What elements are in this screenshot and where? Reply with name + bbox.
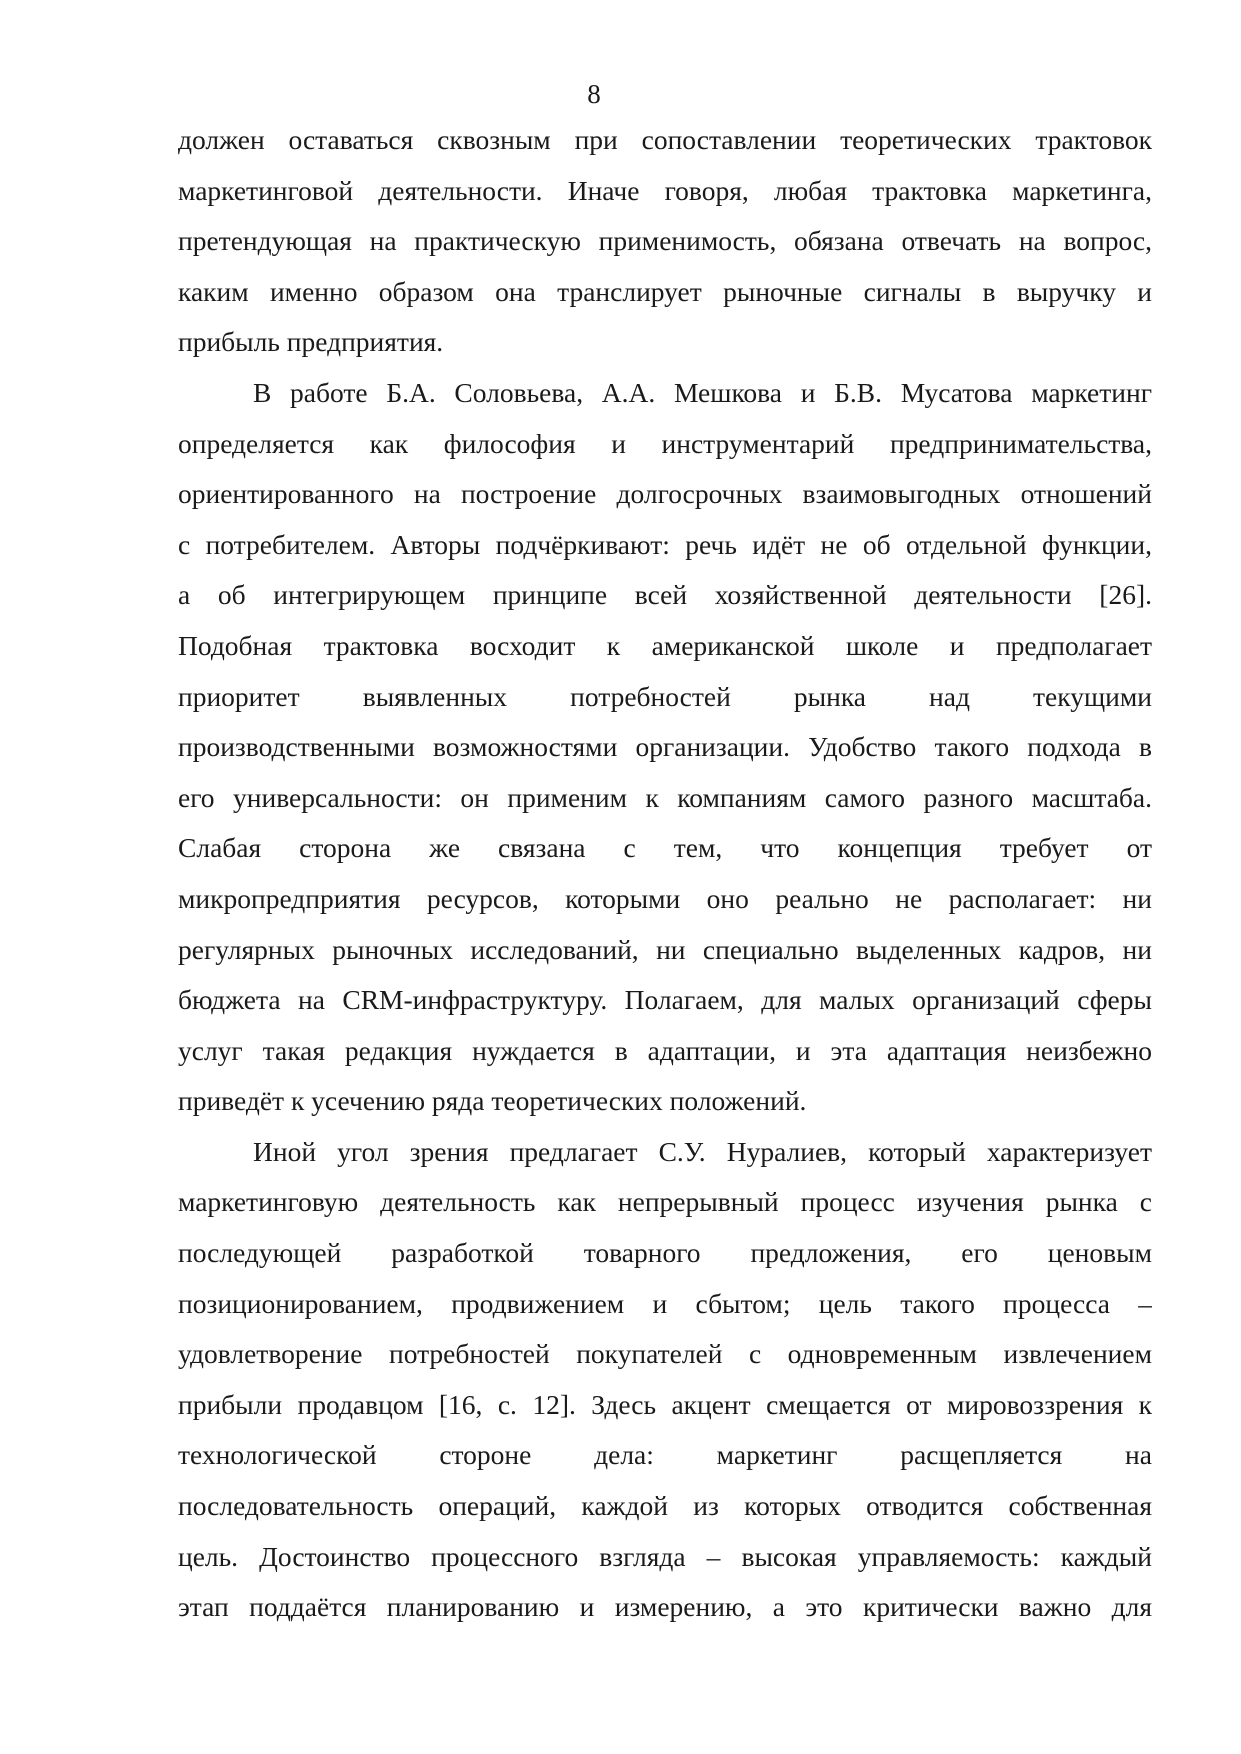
text-line: бюджета на CRM-инфраструктуру. Полагаем, для малых организаций сферы [178, 984, 1152, 1016]
text-line: В работе Б.А. Соловьева, А.А. Мешкова и Б.В. Мусатова маркетинг [253, 376, 1152, 408]
text-line: услуг такая редакция нуждается в адаптации, и эта адаптация неизбежно [178, 1034, 1152, 1066]
text-line: претендующая на практическую применимость, обязана отвечать на вопрос, [178, 225, 1152, 257]
text-line: маркетинговую деятельность как непрерывный процесс изучения рынка с [178, 1186, 1152, 1218]
paragraph-2 [178, 368, 1152, 1127]
text-line: регулярных рыночных исследований, ни специально выделенных кадров, ни [178, 933, 1152, 965]
text-line: его универсальности: он применим к компаниям самого разного масштаба. [178, 781, 1152, 813]
text-line: определяется как философия и инструментарий предпринимательства, [178, 427, 1152, 459]
body-text [178, 115, 1152, 1633]
text-line: производственными возможностями организации. Удобство такого подхода в [178, 731, 1152, 763]
text-line: технологической стороне дела: маркетинг расщепляется на [178, 1439, 1152, 1471]
paragraph-3 [178, 1127, 1152, 1633]
text-line: должен оставаться сквозным при сопоставлении теоретических трактовок [178, 124, 1152, 155]
text-line: Иной угол зрения предлагает С.У. Нуралиев, который характеризует [253, 1135, 1152, 1167]
text-line: а об интегрирующем принципе всей хозяйственной деятельности [26]. [178, 579, 1152, 611]
page-number: 8 [587, 79, 601, 109]
text-line: с потребителем. Авторы подчёркивают: речь идёт не об отдельной функции, [178, 528, 1152, 560]
text-line: прибыль предприятия. [178, 326, 444, 358]
text-line: Подобная трактовка восходит к американской школе и предполагает [178, 629, 1152, 661]
text-line: Слабая сторона же связана с тем, что концепция требует от [178, 832, 1152, 864]
text-line: прибыли продавцом [16, с. 12]. Здесь акцент смещается от мировоззрения к [178, 1388, 1152, 1420]
text-line: удовлетворение потребностей покупателей с одновременным извлечением [178, 1338, 1152, 1370]
text-line: маркетинговой деятельности. Иначе говоря, любая трактовка маркетинга, [178, 174, 1152, 206]
text-line: последовательность операций, каждой из которых отводится собственная [178, 1490, 1152, 1522]
text-line: последующей разработкой товарного предложения, его ценовым [178, 1237, 1152, 1269]
text-line: каким именно образом она транслирует рыночные сигналы в выручку и [178, 275, 1152, 307]
text-line: этап поддаётся планированию и измерению, а это критически важно для [178, 1591, 1152, 1623]
text-line: микропредприятия ресурсов, которыми оно реально не располагает: ни [178, 882, 1152, 914]
text-line: приведёт к усечению ряда теоретических положений. [178, 1085, 807, 1117]
paragraph-1 [178, 115, 1152, 368]
text-line: приоритет выявленных потребностей рынка над текущими [178, 680, 1152, 712]
text-line: цель. Достоинство процессного взгляда – высокая управляемость: каждый [178, 1540, 1152, 1572]
text-line: ориентированного на построение долгосрочных взаимовыгодных отношений [178, 478, 1152, 510]
text-line: позиционированием, продвижением и сбытом; цель такого процесса – [178, 1287, 1152, 1319]
